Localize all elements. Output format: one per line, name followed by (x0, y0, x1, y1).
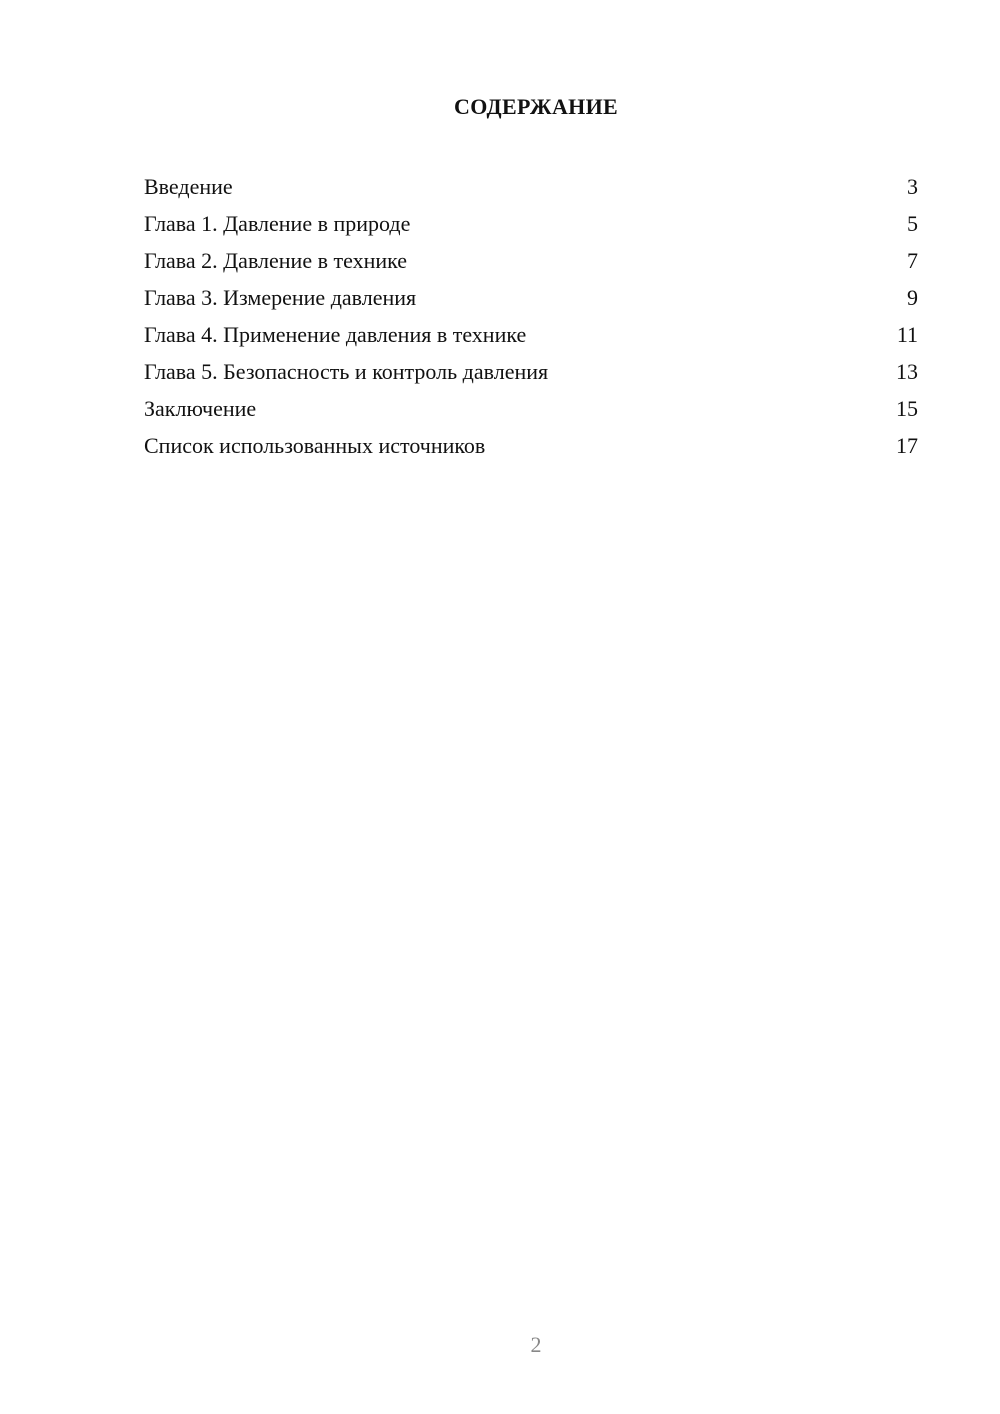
toc-entry-label: Список использованных источников (144, 433, 486, 458)
toc-entry-page: 7 (907, 248, 918, 273)
toc-entry-introduction (144, 168, 918, 205)
toc-entry-page: 11 (896, 322, 918, 347)
page-title: СОДЕРЖАНИЕ (454, 94, 618, 119)
table-of-contents (144, 168, 918, 464)
toc-entry-chapter-5 (144, 353, 918, 390)
toc-entry-page: 5 (907, 211, 918, 236)
toc-entry-label: Глава 3. Измерение давления (144, 285, 417, 310)
toc-entry-references (144, 427, 918, 464)
toc-entry-page: 13 (896, 359, 918, 384)
toc-entry-label: Глава 2. Давление в технике (144, 248, 408, 273)
toc-entry-page: 9 (907, 285, 918, 310)
toc-entry-chapter-2 (144, 242, 918, 279)
toc-entry-label: Глава 5. Безопасность и контроль давления (144, 359, 549, 384)
toc-entry-page: 17 (896, 433, 918, 458)
toc-entry-label: Глава 1. Давление в природе (144, 211, 411, 236)
toc-entry-page: 3 (907, 174, 918, 199)
toc-entry-chapter-1 (144, 205, 918, 242)
toc-entry-label: Введение (144, 174, 233, 199)
toc-entry-label: Глава 4. Применение давления в технике (144, 322, 527, 347)
toc-entry-chapter-3 (144, 279, 918, 316)
toc-entry-page: 15 (896, 396, 918, 421)
toc-entry-chapter-4 (144, 316, 918, 353)
toc-entry-label: Заключение (144, 396, 257, 421)
page-number: 2 (530, 1332, 542, 1357)
toc-entry-conclusion (144, 390, 918, 427)
